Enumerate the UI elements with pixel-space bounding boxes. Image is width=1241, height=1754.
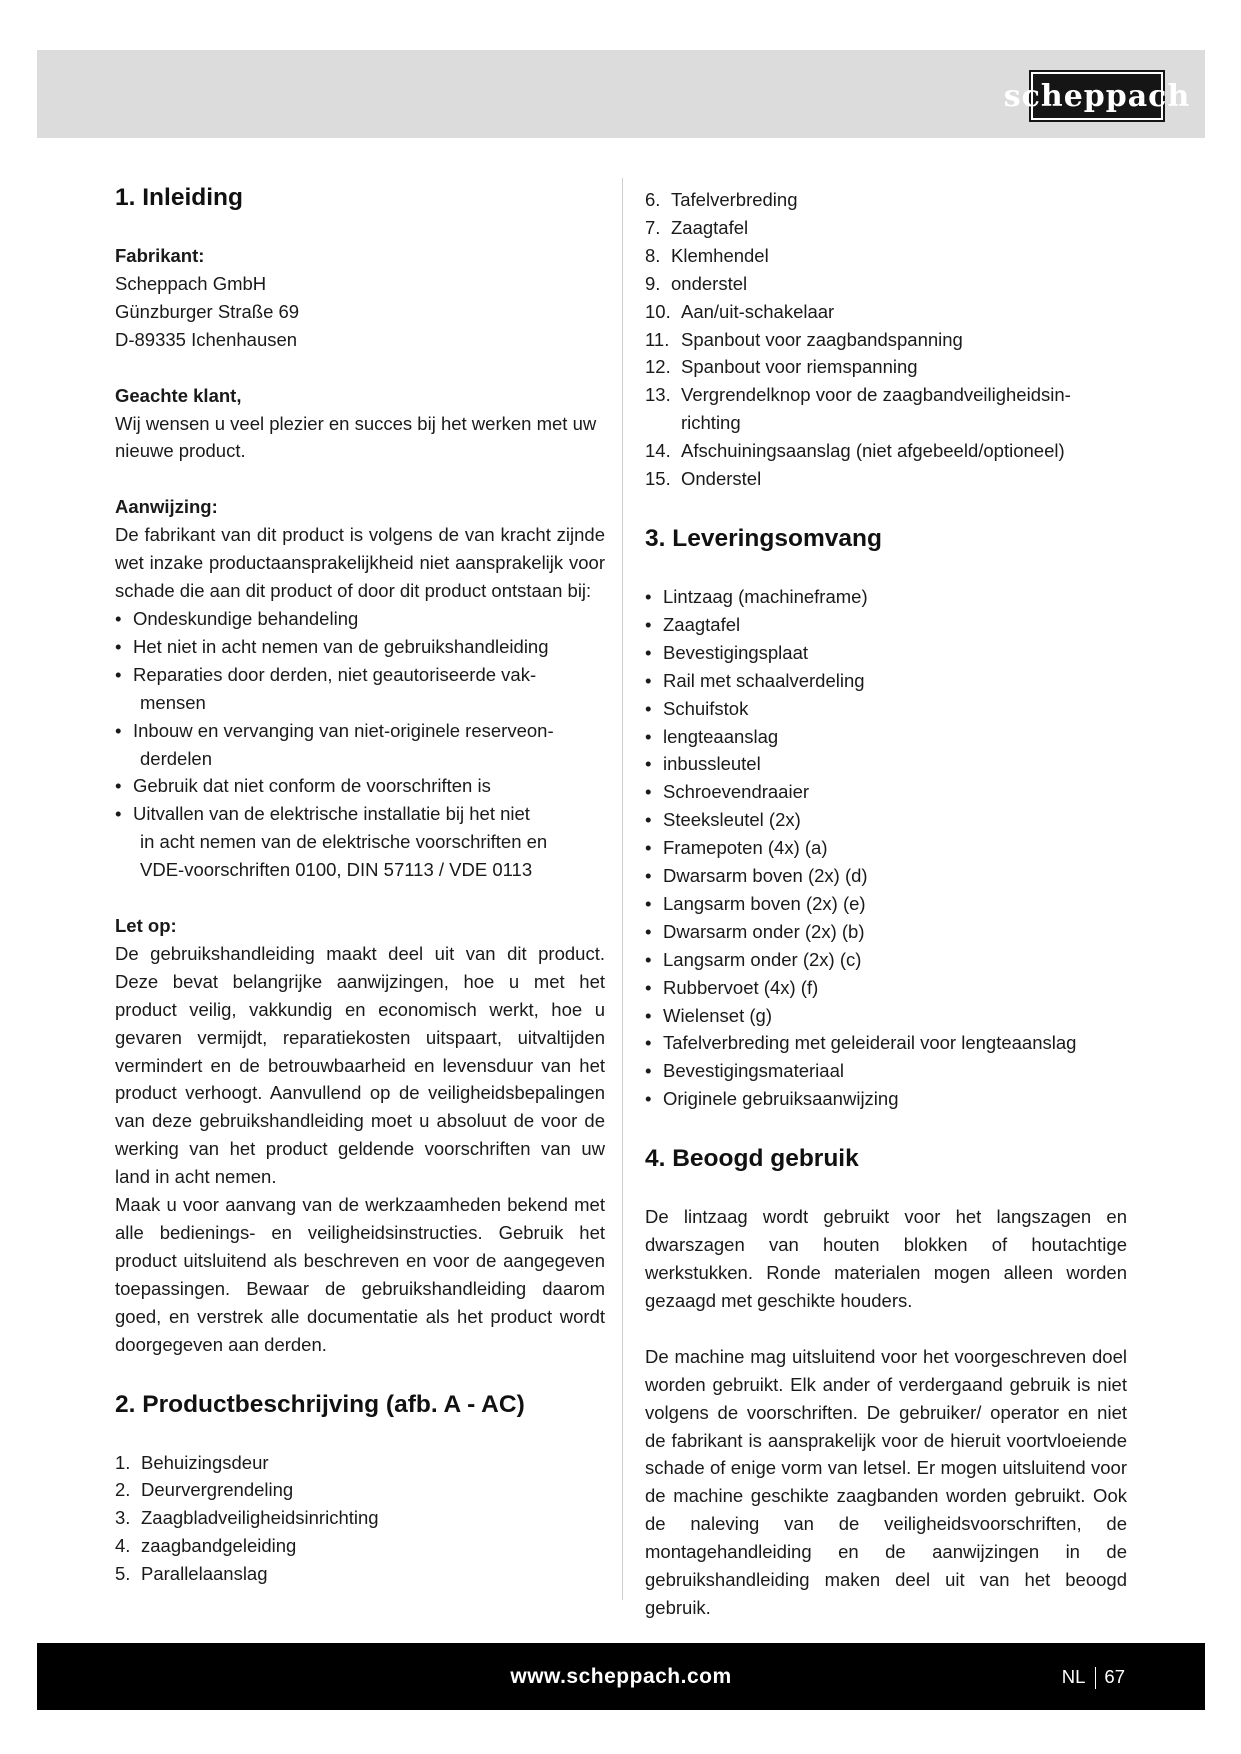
list-item: • Het niet in acht nemen van de gebruikshandleiding [115,633,605,661]
list-item: • Inbouw en vervanging van niet-originele reserveon- [115,717,605,745]
list-item: • Lintzaag (machineframe) [645,583,1127,611]
usage-text-1: De lintzaag wordt gebruikt voor het langszagen en dwarszagen van houten blokken of houtachtige werkstukken. Ronde materialen mogen alleen worden gezaagd met geschikte houders. [645,1206,1127,1311]
list-item: 4. zaagbandgeleiding [115,1535,297,1557]
list-item: 14. Afschuiningsaanslag (niet afgebeeld/optioneel) [645,440,1065,462]
left-column [115,182,605,1588]
list-item: 12. Spanbout voor riemspanning [645,356,918,378]
list-item: • Langsarm boven (2x) (e) [645,890,1127,918]
list-item: • Originele gebruiksaanwijzing [645,1085,1127,1113]
address-line-2: Günzburger Straße 69 [115,300,300,322]
list-item: • Uitvallen van de elektrische installatie bij het niet [115,800,605,828]
product-list [115,1449,605,1589]
separator [1095,1667,1096,1689]
list-item: • Framepoten (4x) (a) [645,834,1127,862]
list-item: 8. Klemhendel [645,244,769,266]
list-item: • Bevestigingsmateriaal [645,1057,1127,1085]
list-item: 2. Deurvergrendeling [115,1479,294,1501]
usage-text-2: De machine mag uitsluitend voor het voorgeschreven doel worden gebruikt. Elk ander of verdergaand gebruik is niet volgens de voorschriften. De gebruiker/ operator en niet de fabrikant is aansprakelijk voor de hieruit voortvloeiende schade of enige vorm van letsel. Er mogen uitsluitend voor de machine geschikte zaagbanden worden gebruikt. Ook de naleving van de veiligheidsvoorschriften, de montagehandleiding en de aanwijzingen in de gebruikshandleiding maken deel uit van het beoogd gebruik. [645,1345,1127,1618]
greeting-label: Geachte klant, [115,384,242,406]
delivery-list [645,583,1127,1113]
language-code: NL [1061,1666,1086,1687]
list-item: • Bevestigingsplaat [645,639,1127,667]
right-column [645,186,1127,1622]
list-item: 15. Onderstel [645,468,762,490]
address-line-3: D-89335 Ichenhausen [115,328,298,350]
section-2-title: 2. Productbeschrijving (afb. A - AC) [115,1390,525,1418]
list-item: • Schroevendraaier [645,778,1127,806]
fabrikant-label: Fabrikant: [115,245,205,266]
list-item: 11. Spanbout voor zaagbandspanning [645,328,963,350]
column-divider [622,178,623,1600]
header-band [37,50,1205,138]
list-item-continuation: richting [681,412,741,434]
list-item: • Schuifstok [645,695,1127,723]
list-item: 13. Vergrendelknop voor de zaagbandveiligheidsin- [645,384,1071,406]
page-number [1062,1643,1125,1710]
list-item: 9. onderstel [645,272,748,294]
address-line-1: Scheppach GmbH [115,272,267,294]
letop-text-2: Maak u voor aanvang van de werkzaamheden bekend met alle bedienings- en veiligheidsinstructies. Gebruik het product uitsluitend als beschreven en voor de aangegeven toepassingen. Bewaar de gebruikshandleiding daarom goed, en verstrek alle documentatie als het product wordt doorgegeven aan derden. [115,1194,605,1355]
footer-band [37,1643,1205,1710]
list-item: • Dwarsarm boven (2x) (d) [645,862,1127,890]
list-item: 5. Parallelaanslag [115,1563,268,1585]
list-item: • Rail met schaalverdeling [645,667,1127,695]
list-item: • inbussleutel [645,750,1127,778]
list-item: 1. Behuizingsdeur [115,1451,269,1473]
section-4-title: 4. Beoogd gebruik [645,1145,859,1173]
list-item: • Tafelverbreding met geleiderail voor lengteaanslag [645,1029,1127,1057]
footer-url: www.scheppach.com [510,1665,732,1688]
aanwijzing-label: Aanwijzing: [115,496,218,518]
list-item-continuation: derdelen [140,747,213,769]
aanwijzing-list [115,605,605,884]
list-item: • Wielenset (g) [645,1002,1127,1030]
list-item: • Rubbervoet (4x) (f) [645,974,1127,1002]
list-item: • Steeksleutel (2x) [645,806,1127,834]
letop-text: De gebruikshandleiding maakt deel uit van dit product. Deze bevat belangrijke aanwijzingen, hoe u met het product veilig, vakkundig en economisch werkt, hoe u gevaren vermijdt, reparatiekosten uitspaart, uitvaltijden vermindert en de betrouwbaarheid en levensduur van het product verhoogt. Aanvullend op de veiligheidsbepalingen van deze gebruikshandleiding moet u absoluut de voor de werking van het product geldende voorschriften van uw land in acht nemen. [115,942,605,1188]
list-item: 10. Aan/uit-schakelaar [645,300,835,322]
list-item: • Zaagtafel [645,611,1127,639]
list-item: • Dwarsarm onder (2x) (b) [645,918,1127,946]
list-item-continuation: in acht nemen van de elektrische voorschriften en [140,831,548,853]
list-item-continuation: VDE-voorschriften 0100, DIN 57113 / VDE 0113 [140,859,533,881]
list-item: • Reparaties door derden, niet geautoriseerde vak- [115,661,605,689]
section-3-title: 3. Leveringsomvang [645,524,882,552]
page-value: 67 [1104,1666,1125,1687]
greeting-text: Wij wensen u veel plezier en succes bij het werken met uw nieuwe product. [115,412,597,462]
list-item: • Ondeskundige behandeling [115,605,605,633]
letop-label: Let op: [115,915,177,937]
aanwijzing-text: De fabrikant van dit product is volgens de van kracht zijnde wet inzake productaansprakelijkheid niet aansprakelijk voor schade die aan dit product of door dit product ontstaan bij: [115,524,605,602]
product-list-continued [645,186,1127,493]
list-item: • lengteaanslag [645,723,1127,751]
list-item: 6. Tafelverbreding [645,189,798,210]
list-item-continuation: mensen [140,691,206,713]
list-item: • Langsarm onder (2x) (c) [645,946,1127,974]
list-item: • Gebruik dat niet conform de voorschriften is [115,772,605,800]
list-item: 3. Zaagbladveiligheidsinrichting [115,1507,379,1529]
section-1-title: 1. Inleiding [115,184,243,211]
list-item: 7. Zaagtafel [645,216,749,238]
scheppach-logo: scheppach [1029,70,1165,122]
